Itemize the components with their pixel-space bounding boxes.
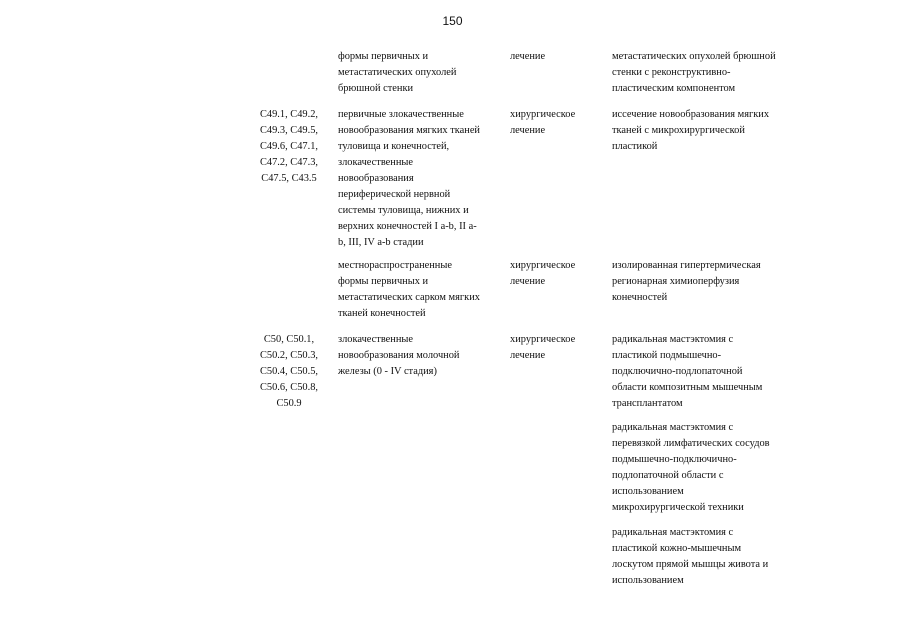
method-cell: радикальная мастэктомия с пластикой подмышечно- подключично-подлопаточной области композитным мышечным трансплантатом (612, 334, 763, 409)
method-cell: радикальная мастэктомия с пластикой кожно-мышечным лоскутом прямой мышцы живота и использованием (612, 527, 769, 586)
condition-cell: местнораспространенные формы первичных и метастатических сарком мягких тканей конечностей (338, 260, 480, 319)
page-number: 150 (442, 14, 463, 28)
treatment-type-cell: хирургическое лечение (510, 334, 576, 361)
condition-cell: первичные злокачественные новообразования мягких тканей туловища и конечностей, злокачественные новообразования периферической нервной системы туловища, нижних и верхних конечностей I a-b, II a- b, III, IV a-b стадии (338, 109, 480, 248)
icd-codes-cell: C49.1, C49.2, C49.3, C49.5, C49.6, C47.1, C47.2, C47.3, C47.5, C43.5 (259, 109, 319, 184)
condition-cell: формы первичных и метастатических опухолей брюшной стенки (338, 51, 457, 94)
icd-codes-cell: C50, C50.1, C50.2, C50.3, C50.4, C50.5, C50.6, C50.8, C50.9 (259, 334, 319, 409)
method-cell: изолированная гипертермическая регионарная химиоперфузия конечностей (612, 260, 761, 303)
treatment-type-cell: лечение (510, 51, 546, 62)
treatment-type-cell: хирургическое лечение (510, 260, 576, 287)
condition-cell: злокачественные новообразования молочной железы (0 - IV стадия) (338, 334, 460, 377)
treatment-type-cell: хирургическое лечение (510, 109, 576, 136)
method-cell: радикальная мастэктомия с перевязкой лимфатических сосудов подмышечно-подключично- подлопаточной области с использованием микрохирургической техники (612, 422, 770, 513)
method-cell: метастатических опухолей брюшной стенки с реконструктивно- пластическим компонентом (612, 51, 776, 94)
method-cell: иссечение новообразования мягких тканей с микрохирургической пластикой (612, 109, 770, 152)
